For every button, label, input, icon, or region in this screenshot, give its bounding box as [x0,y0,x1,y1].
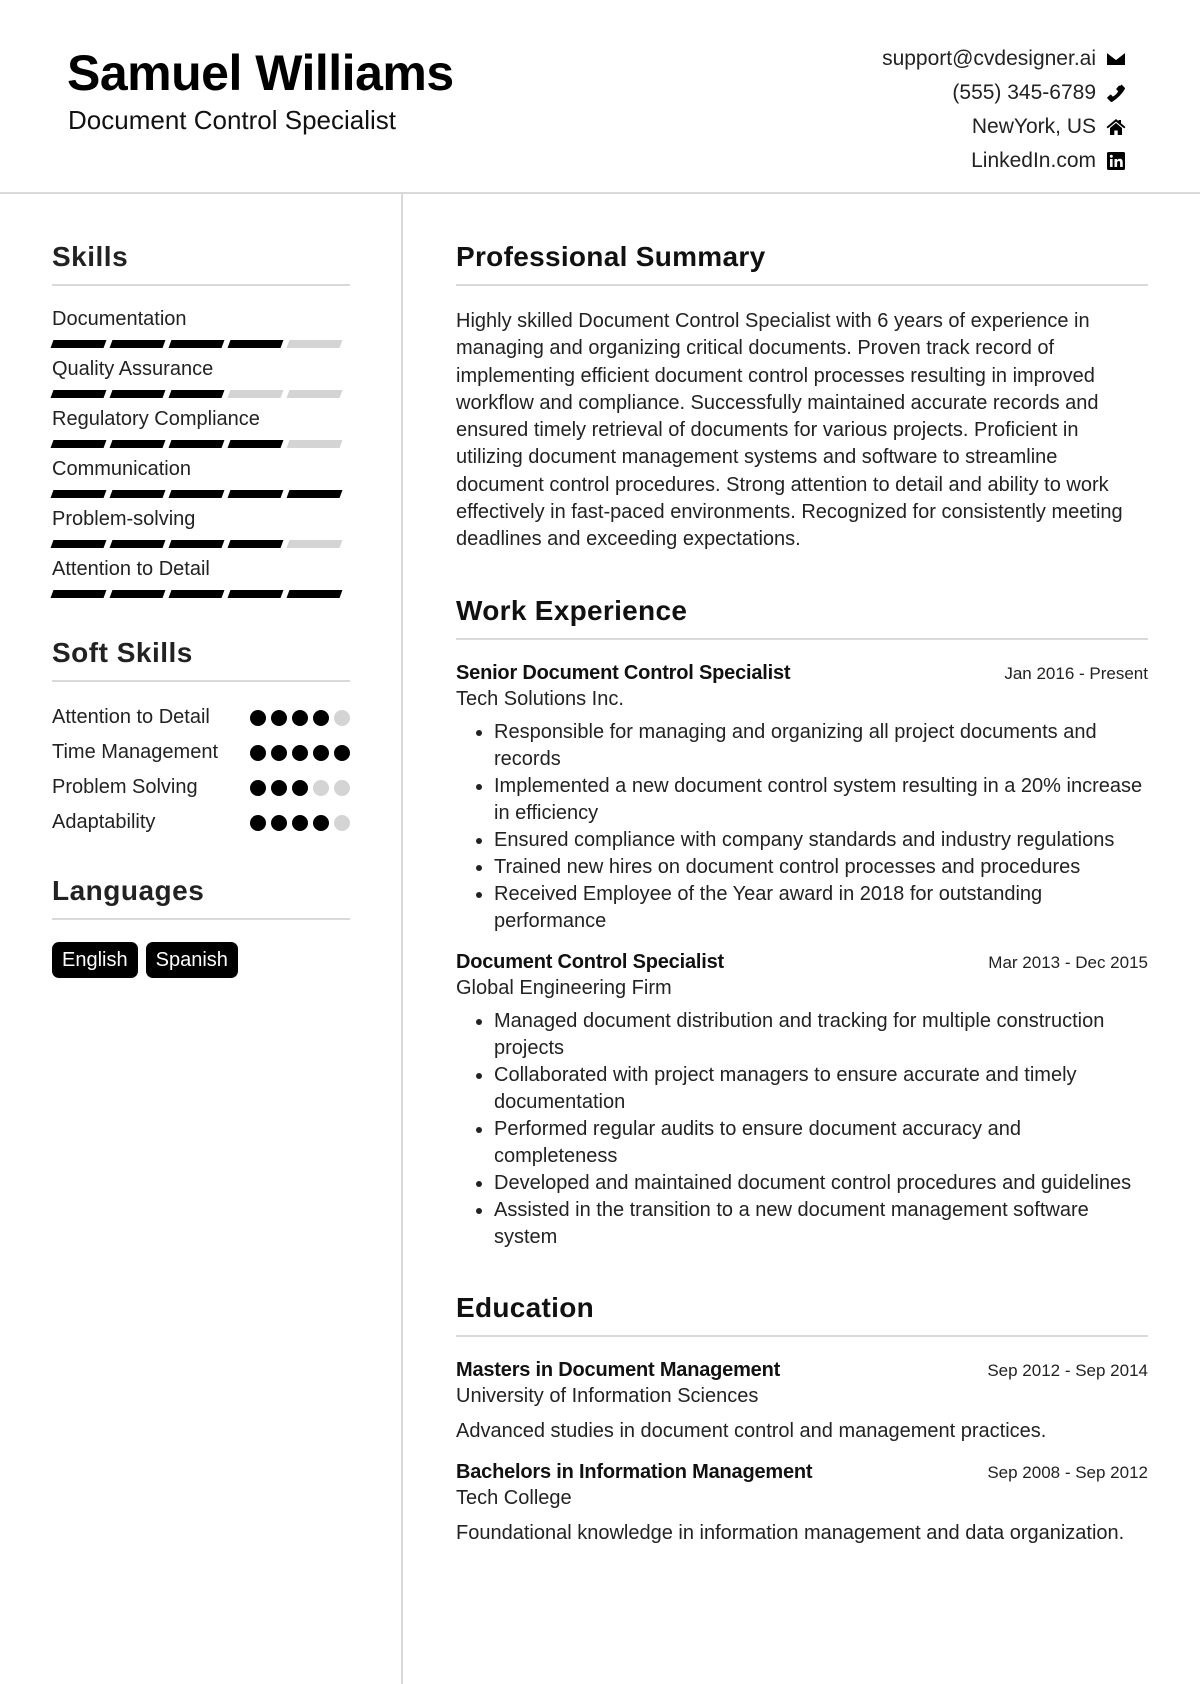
candidate-name: Samuel Williams [67,45,454,101]
soft-skill-item [52,704,350,731]
skill-level-bar [52,490,350,498]
education-section [456,1291,1148,1547]
job-bullet: • Assisted in the transition to a new document management software system [494,1197,1148,1251]
skill-segment-filled [228,440,284,448]
skill-name: Quality Assurance [52,358,214,380]
job-bullet: • Developed and maintained document control procedures and guidelines [494,1170,1148,1197]
rating-dot-filled [313,710,329,726]
skill-segment-filled [287,590,343,598]
job-role: Senior Document Control Specialist [456,661,791,684]
education-school: University of Information Sciences [456,1384,759,1407]
skill-item [52,456,350,498]
skill-item [52,406,350,448]
soft-skill-rating [250,815,350,831]
soft-skill-item [52,739,350,766]
main-content [456,240,1148,1547]
rating-dot-empty [313,780,329,796]
rating-dot-filled [313,745,329,761]
job-bullet: • Received Employee of the Year award in 2018 for outstanding performance [494,881,1148,935]
education-dates: Sep 2008 - Sep 2012 [987,1462,1148,1482]
skill-segment-filled [169,590,225,598]
skill-segment-filled [51,490,107,498]
soft-skill-name: Time Management [52,741,218,763]
contact-location [882,110,1126,144]
soft-skill-name: Adaptability [52,811,156,833]
job-bullets [456,1008,1148,1251]
rating-dot-filled [250,710,266,726]
skill-segment-filled [287,490,343,498]
rating-dot-filled [292,815,308,831]
skill-segment-empty [228,390,284,398]
skill-name: Documentation [52,308,187,330]
soft-skill-item [52,809,350,836]
skill-name: Regulatory Compliance [52,408,260,430]
phone-icon [1106,83,1126,103]
skill-level-bar [52,590,350,598]
skill-segment-empty [287,440,343,448]
contact-email-text: support@cvdesigner.ai [882,47,1096,70]
contact-list [882,42,1126,178]
skill-segment-empty [287,540,343,548]
job-entry [456,949,1148,1251]
experience-heading: Work Experience [456,594,1148,640]
languages-heading: Languages [52,874,350,920]
job-bullet: • Managed document distribution and tracking for multiple construction projects [494,1008,1148,1062]
education-entry [456,1459,1148,1547]
skills-section [52,240,350,598]
skill-level-bar [52,440,350,448]
skill-segment-filled [169,340,225,348]
rating-dot-filled [292,780,308,796]
skill-segment-filled [110,340,166,348]
skill-item [52,556,350,598]
soft-skill-name: Attention to Detail [52,706,210,728]
job-entry [456,660,1148,935]
rating-dot-filled [250,745,266,761]
skill-item [52,356,350,398]
skill-segment-filled [110,440,166,448]
skill-segment-filled [169,490,225,498]
education-degree: Masters in Document Management [456,1358,781,1381]
linkedin-icon [1106,151,1126,171]
education-description: Advanced studies in document control and management practices. [456,1419,1047,1442]
rating-dot-filled [250,780,266,796]
skill-segment-filled [51,540,107,548]
rating-dot-filled [292,710,308,726]
job-bullet: • Ensured compliance with company standards and industry regulations [494,827,1148,854]
education-entry [456,1357,1148,1445]
language-badge: Spanish [146,942,238,978]
column-divider [401,194,403,1684]
skills-list [52,306,350,598]
languages-section [52,874,350,978]
rating-dot-filled [271,710,287,726]
job-bullet: • Trained new hires on document control processes and procedures [494,854,1148,881]
skill-segment-filled [110,590,166,598]
skill-segment-filled [228,490,284,498]
job-bullet: • Responsible for managing and organizing all project documents and records [494,719,1148,773]
rating-dot-filled [334,745,350,761]
soft-skills-heading: Soft Skills [52,636,350,682]
education-degree: Bachelors in Information Management [456,1460,813,1483]
job-bullet: • Performed regular audits to ensure document accuracy and completeness [494,1116,1148,1170]
skills-heading: Skills [52,240,350,286]
summary-heading: Professional Summary [456,240,1148,286]
skill-segment-filled [169,390,225,398]
soft-skills-section [52,636,350,836]
soft-skills-list [52,704,350,836]
skill-segment-filled [51,440,107,448]
skill-item [52,306,350,348]
education-dates: Sep 2012 - Sep 2014 [987,1360,1148,1380]
soft-skill-item [52,774,350,801]
skill-segment-filled [51,390,107,398]
rating-dot-filled [313,815,329,831]
skill-segment-filled [110,490,166,498]
rating-dot-filled [271,745,287,761]
job-role: Document Control Specialist [456,950,724,973]
experience-section [456,594,1148,1251]
summary-text: Highly skilled Document Control Specialist with 6 years of experience in managing and organizing critical documents. Proven track record of implementing efficient document control processes resulting in improved workflow and compliance. Successfully maintained accurate records and ensured timely retrieval of documents for various projects. Proficient in utilizing document management systems and software to streamline document control procedures. Strong attention to detail and ability to work effectively in fast-paced environments. Recognized for consistently meeting deadlines and exceeding expectations. [456,310,1123,551]
language-badge: English [52,942,138,978]
candidate-title: Document Control Specialist [68,105,397,135]
soft-skill-name: Problem Solving [52,776,198,798]
skill-segment-empty [287,340,343,348]
soft-skill-rating [250,780,350,796]
skill-segment-filled [169,440,225,448]
skill-segment-filled [228,540,284,548]
contact-linkedin-text: LinkedIn.com [971,149,1096,172]
skill-level-bar [52,340,350,348]
education-school: Tech College [456,1486,572,1509]
job-company: Tech Solutions Inc. [456,687,624,710]
job-bullet: • Collaborated with project managers to ensure accurate and timely documentation [494,1062,1148,1116]
job-dates: Mar 2013 - Dec 2015 [988,952,1148,972]
contact-email[interactable] [882,42,1126,76]
skill-level-bar [52,390,350,398]
skill-segment-filled [110,540,166,548]
job-bullet: • Implemented a new document control system resulting in a 20% increase in efficiency [494,773,1148,827]
education-heading: Education [456,1291,1148,1337]
rating-dot-empty [334,815,350,831]
skill-segment-filled [169,540,225,548]
rating-dot-filled [271,815,287,831]
skill-segment-filled [110,390,166,398]
skill-segment-filled [51,340,107,348]
skill-segment-filled [228,340,284,348]
skill-segment-filled [228,590,284,598]
soft-skill-rating [250,710,350,726]
rating-dot-empty [334,710,350,726]
contact-location-text: NewYork, US [971,115,1096,138]
envelope-icon [1106,49,1126,69]
education-description: Foundational knowledge in information management and data organization. [456,1521,1125,1544]
languages-list [52,942,350,978]
job-dates: Jan 2016 - Present [1004,663,1148,683]
skill-segment-empty [287,390,343,398]
skill-segment-filled [51,590,107,598]
skill-name: Communication [52,458,191,480]
rating-dot-filled [271,780,287,796]
home-icon [1106,117,1126,137]
contact-linkedin[interactable] [882,144,1126,178]
rating-dot-empty [334,780,350,796]
job-bullets [456,719,1148,935]
sidebar [52,240,350,978]
skill-name: Problem-solving [52,508,196,530]
contact-phone-text: (555) 345-6789 [952,81,1096,104]
skill-level-bar [52,540,350,548]
rating-dot-filled [250,815,266,831]
resume-header [0,0,1200,194]
summary-section [456,240,1148,554]
rating-dot-filled [292,745,308,761]
skill-item [52,506,350,548]
soft-skill-rating [250,745,350,761]
job-company: Global Engineering Firm [456,976,672,999]
skill-name: Attention to Detail [52,558,210,580]
contact-phone[interactable] [882,76,1126,110]
